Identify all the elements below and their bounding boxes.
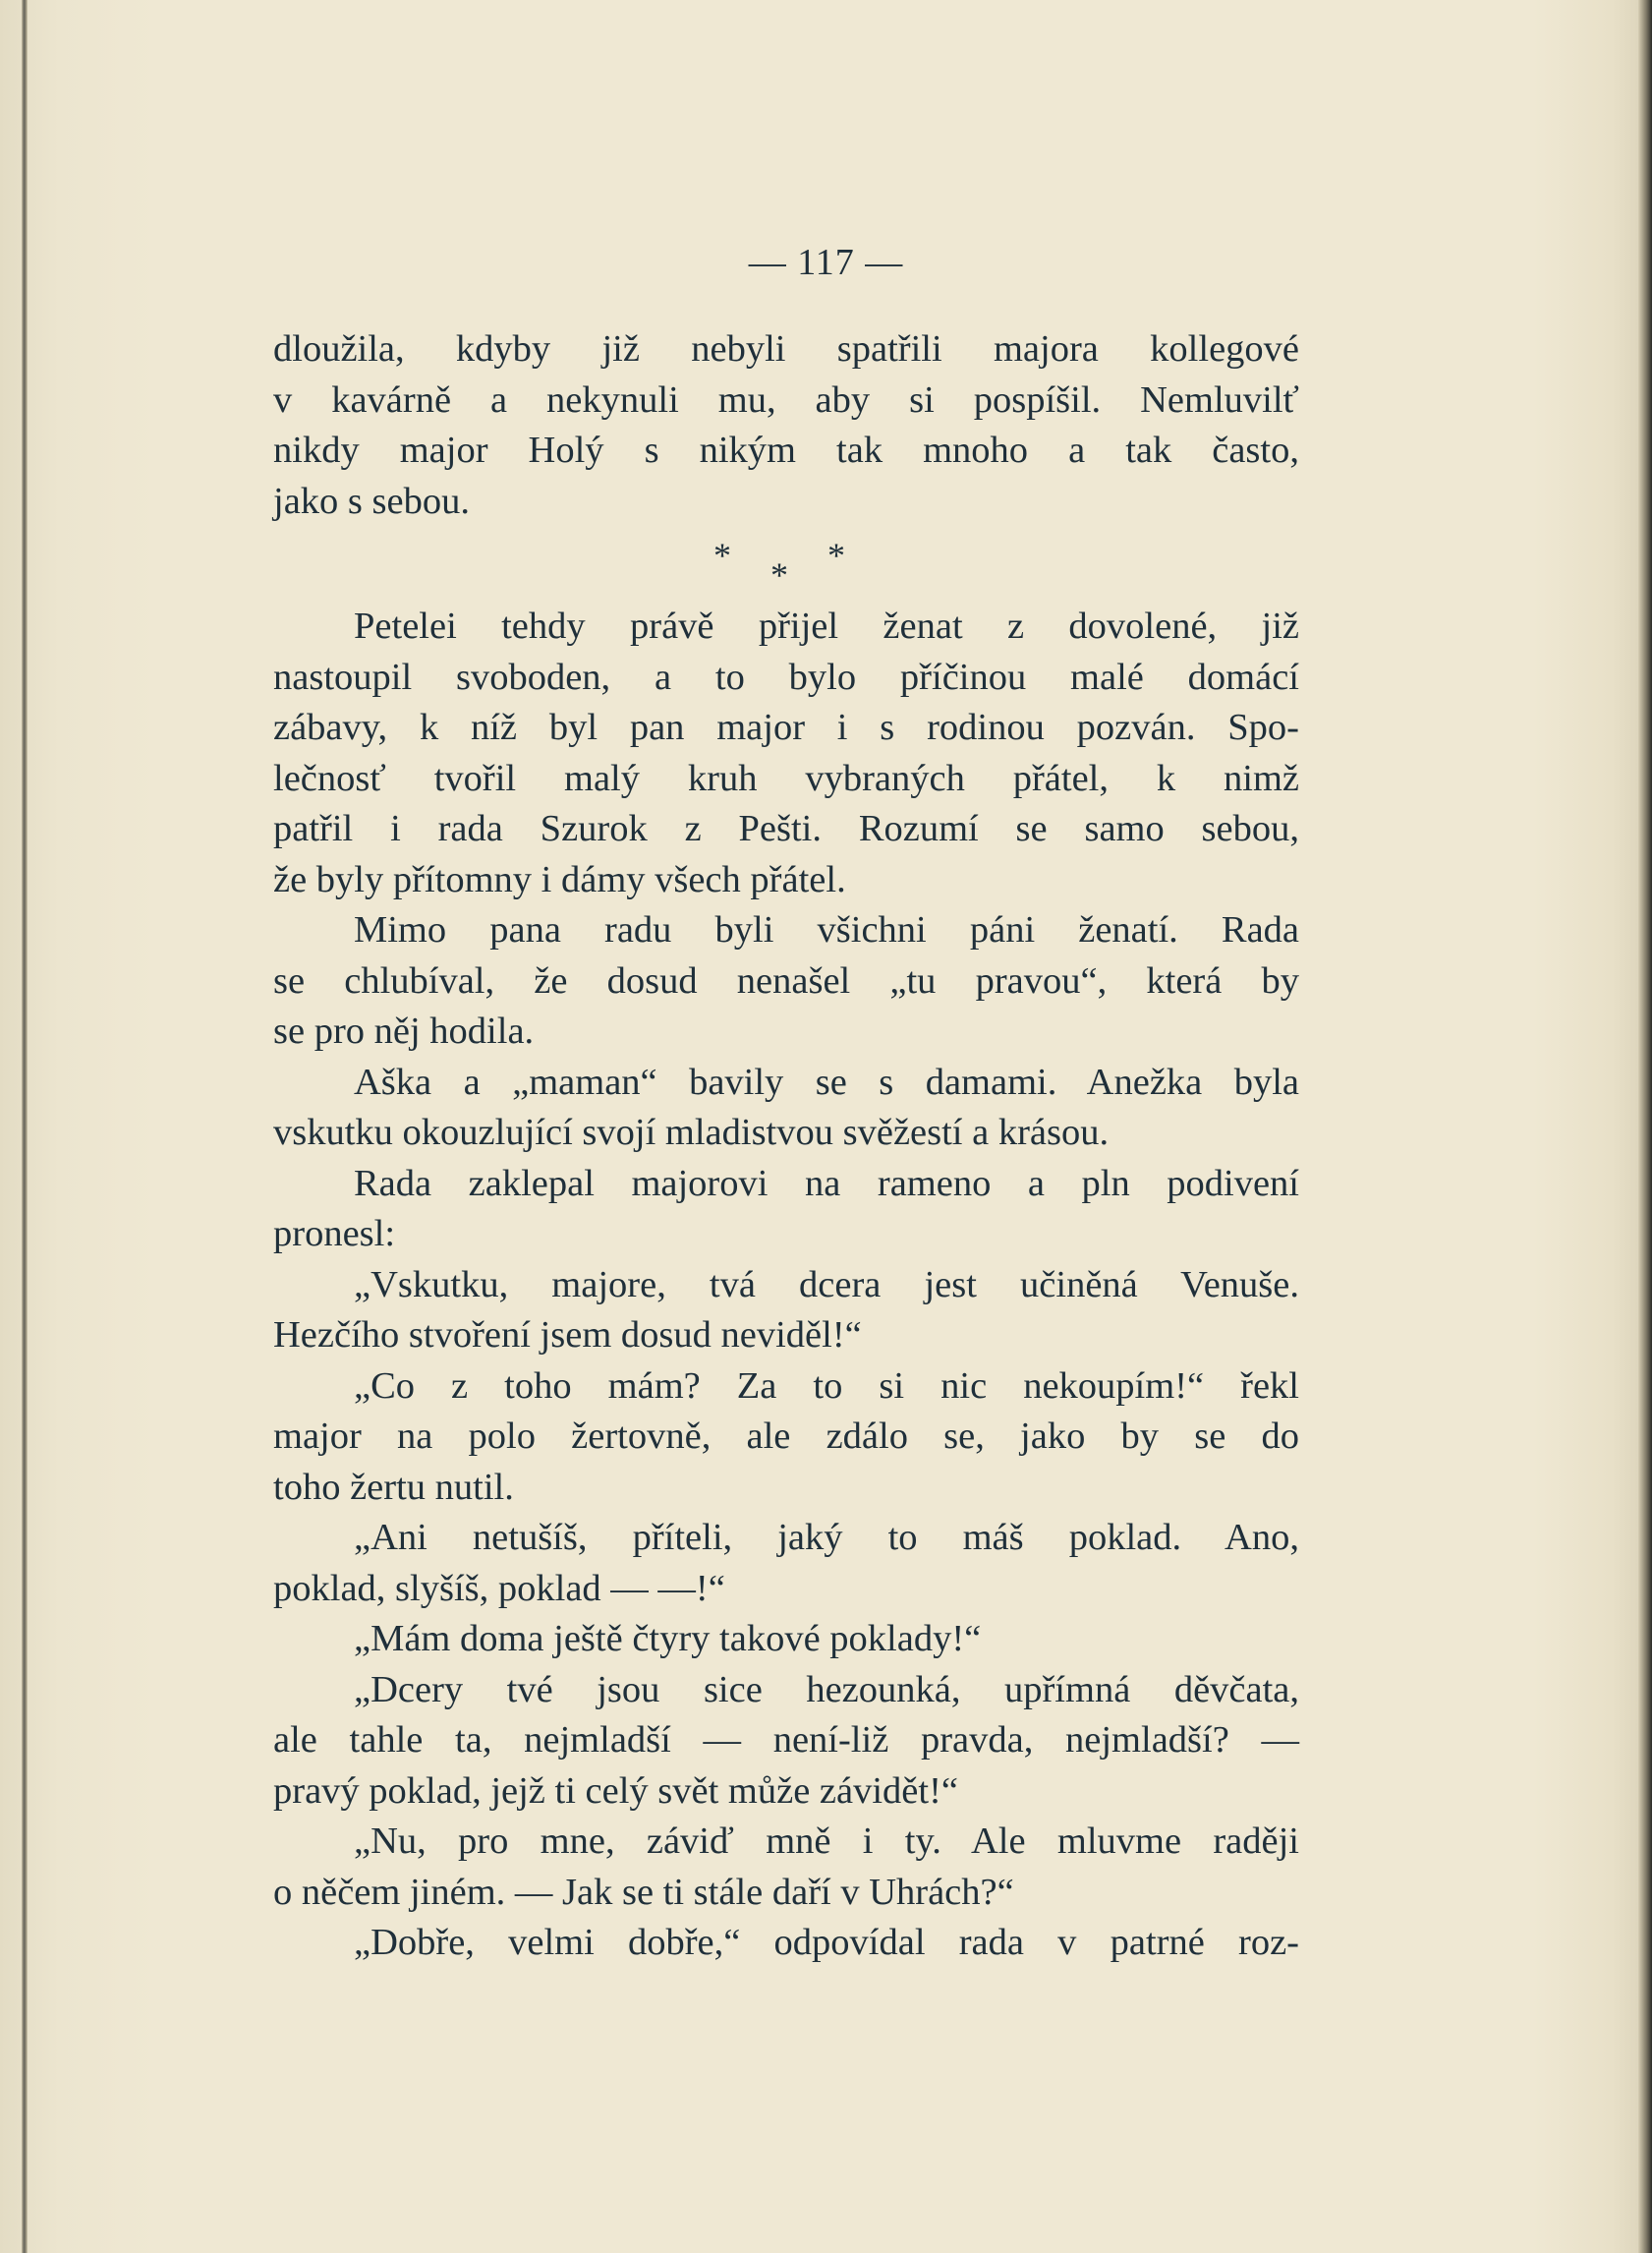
text-line: „Mám doma ještě čtyry takové poklady!“ <box>354 1618 982 1659</box>
text-line: Aška a „maman“ bavily se s damami. Anežka byla <box>354 1061 1299 1103</box>
text-line: „Dobře, velmi dobře,“ odpovídal rada v patrné roz- <box>354 1922 1299 1963</box>
section-separator <box>273 531 1299 602</box>
text-line: „Co z toho mám? Za to si nic nekoupím!“ řekl <box>354 1364 1299 1407</box>
paragraph <box>273 1159 1299 1260</box>
paragraph <box>273 602 1299 905</box>
separator-asterisk-left: * <box>713 536 731 575</box>
text-line: nastoupil svoboden, a to bylo příčinou malé domácí <box>273 656 1299 698</box>
text-line: zábavy, k níž byl pan major i s rodinou pozván. Spo- <box>273 707 1299 748</box>
paragraph <box>273 1513 1299 1614</box>
text-line: se chlubíval, že dosud nenašel „tu pravou“, která by <box>273 959 1299 1002</box>
text-line: patřil i rada Szurok z Pešti. Rozumí se samo sebou, <box>273 808 1299 849</box>
page-right-edge <box>1638 0 1652 2253</box>
paragraph <box>273 1058 1299 1159</box>
paragraph-opening <box>273 324 1299 527</box>
text-line: dloužila, kdyby již nebyli spatřili majora kollegové <box>273 328 1299 370</box>
text-line: pronesl: <box>273 1213 396 1254</box>
text-line: Mimo pana radu byli všichni páni ženatí. Rada <box>354 909 1299 951</box>
text-line: „Dcery tvé jsou sice hezounká, upřímná děvčata, <box>354 1668 1299 1710</box>
paragraph <box>273 1918 1299 1969</box>
text-line: lečnosť tvořil malý kruh vybraných přátel, k nimž <box>273 757 1299 799</box>
text-line: major na polo žertovně, ale zdálo se, jako by se do <box>273 1415 1299 1457</box>
paragraph <box>273 1614 1299 1665</box>
text-line: toho žertu nutil. <box>273 1466 514 1508</box>
text-line: nikdy major Holý s nikým tak mnoho a tak často, <box>273 430 1299 471</box>
text-line: Petelei tehdy právě přijel ženat z dovolené, již <box>354 606 1299 647</box>
text-line: „Ani netušíš, příteli, jaký to máš poklad. Ano, <box>354 1517 1299 1558</box>
text-line: Hezčího stvoření jsem dosud neviděl!“ <box>273 1314 862 1356</box>
text-line: jako s sebou. <box>273 480 470 522</box>
text-line: poklad, slyšíš, poklad — —!“ <box>273 1567 725 1609</box>
separator-asterisk-right: * <box>827 536 845 575</box>
paragraph <box>273 1665 1299 1818</box>
paragraph <box>273 1361 1299 1514</box>
text-line: se pro něj hodila. <box>273 1011 535 1052</box>
text-line: „Vskutku, majore, tvá dcera jest učiněná Venuše. <box>354 1263 1299 1305</box>
paragraph <box>273 905 1299 1058</box>
text-line: o něčem jiném. — Jak se ti stále daří v Uhrách?“ <box>273 1871 1014 1913</box>
page-text <box>273 324 1299 1969</box>
text-line: „Nu, pro mne, záviď mně i ty. Ale mluvme raději <box>354 1820 1299 1862</box>
separator-asterisk-center: * <box>770 555 788 595</box>
text-line: že byly přítomny i dámy všech přátel. <box>273 858 846 900</box>
text-line: vskutku okouzlující svojí mladistvou svěžestí a krásou. <box>273 1112 1110 1153</box>
page-number: — 117 — <box>748 242 904 283</box>
page-spine-shadow <box>22 0 28 2253</box>
text-line: Rada zaklepal majorovi na rameno a pln podivení <box>354 1162 1299 1204</box>
text-line: v kavárně a nekynuli mu, aby si pospíšil. Nemluvilť <box>273 378 1299 421</box>
text-line: pravý poklad, jejž ti celý svět může závidět!“ <box>273 1769 958 1812</box>
text-line: ale tahle ta, nejmladší — není-liž pravda, nejmladší? — <box>273 1719 1299 1761</box>
paragraph <box>273 1260 1299 1361</box>
paragraph <box>273 1817 1299 1918</box>
